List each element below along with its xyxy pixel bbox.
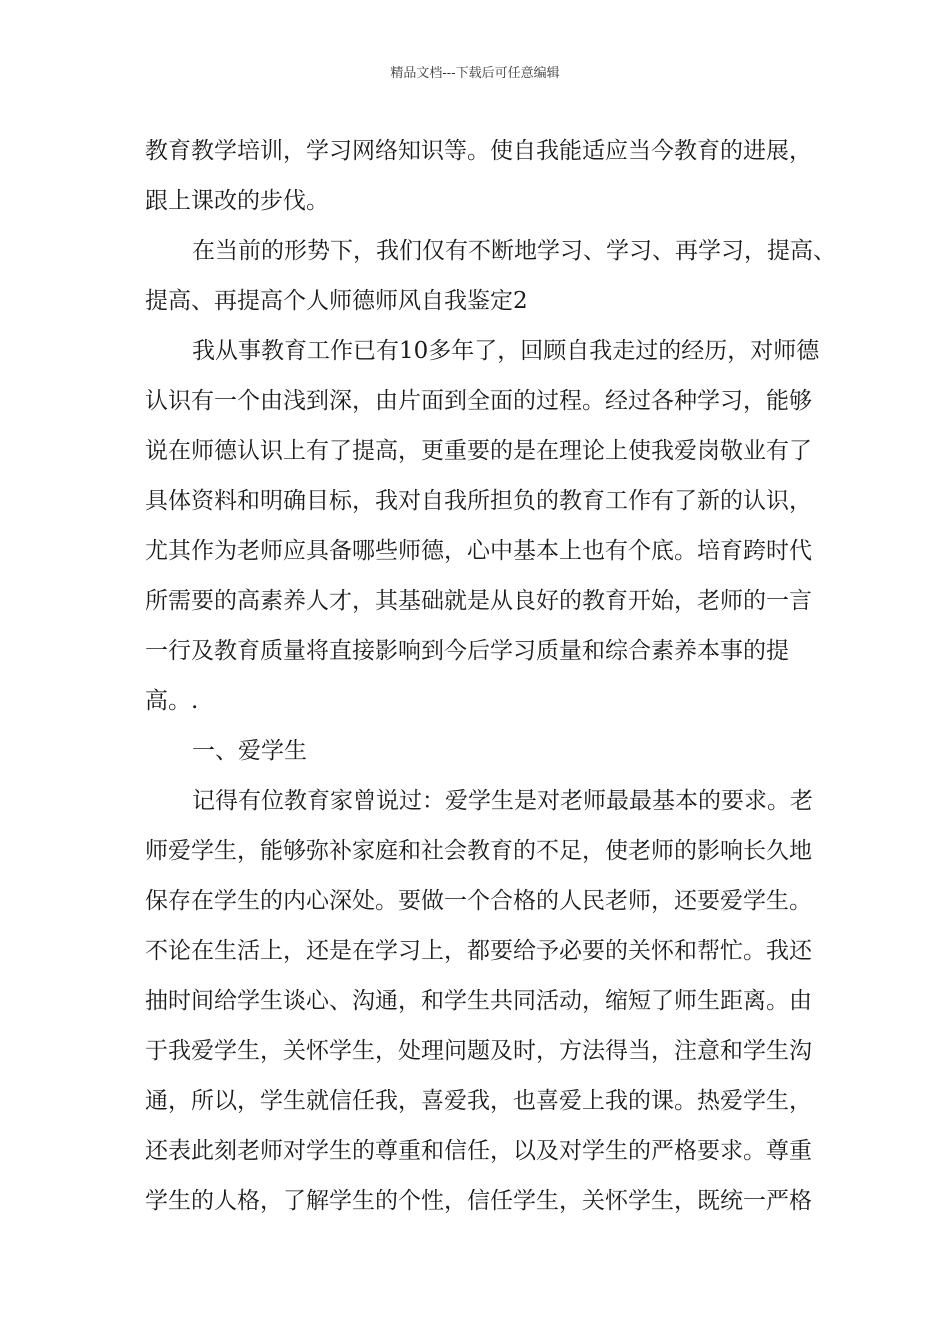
- text-line: 一行及教育质量将直接影响到今后学习质量和综合素养本事的提: [145, 638, 789, 664]
- text-line: 认识有一个由浅到深，由片面到全面的过程。经过各种学习，能够: [145, 388, 812, 414]
- text-line: 跟上课改的步伐。: [145, 188, 329, 214]
- text-line: 尤其作为老师应具备哪些师德，心中基本上也有个底。培育跨时代: [145, 538, 812, 564]
- section-heading: 一、爱学生: [192, 738, 307, 764]
- text-line: 学生的人格，了解学生的个性，信任学生，关怀学生，既统一严格: [145, 1188, 812, 1214]
- text-line: 保存在学生的内心深处。要做一个合格的人民老师，还要爱学生。: [145, 888, 812, 914]
- text-line: 还表此刻老师对学生的尊重和信任，以及对学生的严格要求。尊重: [145, 1138, 812, 1164]
- text-line: 教育教学培训，学习网络知识等。使自我能适应当今教育的进展，: [145, 138, 812, 164]
- text-line: 提高、再提高个人师德师风自我鉴定2: [145, 288, 528, 314]
- paragraph-start: 我从事教育工作已有10多年了，回顾自我走过的经历，对师德: [192, 338, 820, 364]
- text-line: 不论在生活上，还是在学习上，都要给予必要的关怀和帮忙。我还: [145, 938, 812, 964]
- paragraph-start: 记得有位教育家曾说过：爱学生是对老师最最基本的要求。老: [192, 788, 813, 814]
- text-line: 高。.: [145, 688, 199, 714]
- text-line: 所需要的高素养人才，其基础就是从良好的教育开始，老师的一言: [145, 588, 812, 614]
- page-header: 精品文档---下载后可任意编辑: [390, 66, 560, 81]
- text-line: 通，所以，学生就信任我，喜爱我，也喜爱上我的课。热爱学生，: [145, 1088, 812, 1114]
- paragraph-start: 在当前的形势下，我们仅有不断地学习、学习、再学习，提高、: [192, 238, 836, 264]
- text-line: 抽时间给学生谈心、沟通，和学生共同活动，缩短了师生距离。由: [145, 988, 812, 1014]
- text-line: 具体资料和明确目标，我对自我所担负的教育工作有了新的认识，: [145, 488, 812, 514]
- text-line: 说在师德认识上有了提高，更重要的是在理论上使我爱岗敬业有了: [145, 438, 812, 464]
- text-line: 师爱学生，能够弥补家庭和社会教育的不足，使老师的影响长久地: [145, 838, 812, 864]
- text-line: 于我爱学生，关怀学生，处理问题及时，方法得当，注意和学生沟: [145, 1038, 812, 1064]
